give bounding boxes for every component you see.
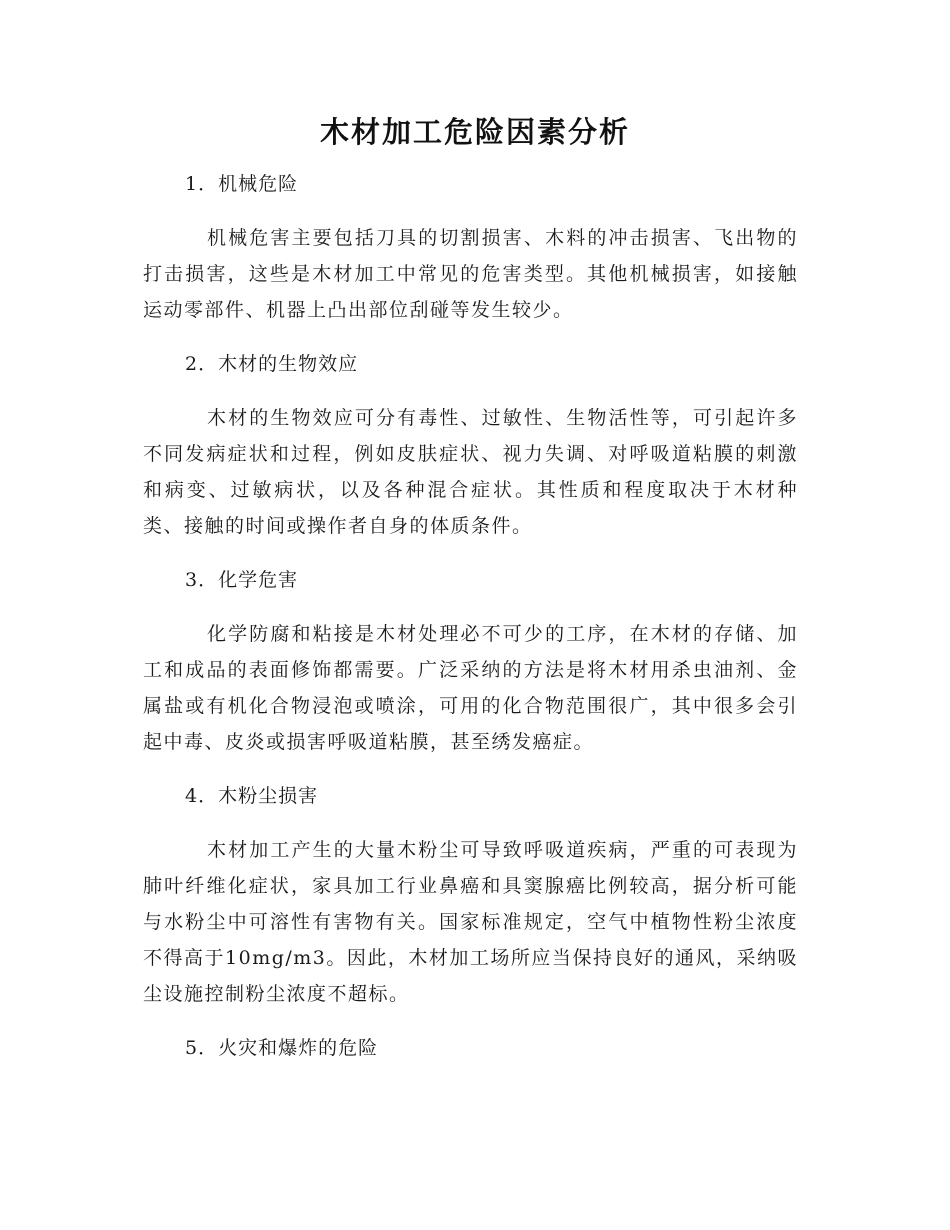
section-heading-biological: 2．木材的生物效应 [185,353,359,375]
section-heading-wood-dust: 4．木粉尘损害 [185,785,319,807]
document-body [143,166,798,1084]
section-heading-fire-explosion: 5．火灾和爆炸的危险 [185,1037,379,1059]
section-paragraph-biological: 木材的生物效应可分有毒性、过敏性、生物活性等，可引起许多不同发病症状和过程，例如皮肤症状、视力失调、对呼吸道粘膜的刺激和病变、过敏病状，以及各种混合症状。其性质和程度取决于木材种类、接触的时间或操作者自身的体质条件。 [143,407,798,537]
section-paragraph-mechanical: 机械危害主要包括刀具的切割损害、木料的冲击损害、飞出物的打击损害，这些是木材加工中常见的危害类型。其他机械损害，如接触运动零部件、机器上凸出部位刮碰等发生较少。 [143,227,798,321]
section-heading-chemical: 3．化学危害 [185,569,299,591]
section-paragraph-chemical: 化学防腐和粘接是木材处理必不可少的工序，在木材的存储、加工和成品的表面修饰都需要。广泛采纳的方法是将木材用杀虫油剂、金属盐或有机化合物浸泡或喷涂，可用的化合物范围很广，其中很多会引起中毒、皮炎或损害呼吸道粘膜，甚至绣发癌症。 [143,623,798,753]
section-paragraph-wood-dust: 木材加工产生的大量木粉尘可导致呼吸道疾病，严重的可表现为肺叶纤维化症状，家具加工行业鼻癌和具窦腺癌比例较高，据分析可能与水粉尘中可溶性有害物有关。国家标准规定，空气中植物性粉尘浓度不得高于10mg/m3。因此，木材加工场所应当保持良好的通风，采纳吸尘设施控制粉尘浓度不超标。 [143,839,798,1005]
document-title: 木材加工危险因素分析 [319,115,630,149]
section-heading-mechanical: 1．机械危险 [185,173,299,195]
